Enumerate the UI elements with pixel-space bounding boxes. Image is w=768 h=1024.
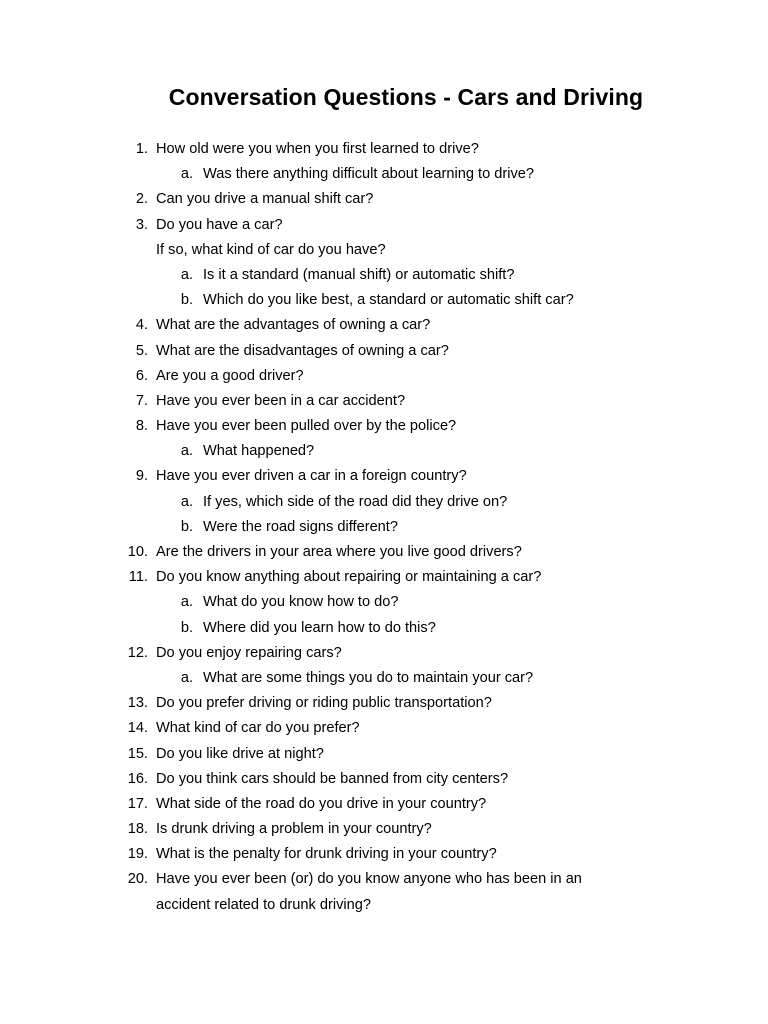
list-marker: 18.: [127, 821, 148, 838]
sub-question-item: [0, 263, 768, 288]
question-item: [0, 565, 768, 590]
question-text: Do you like drive at night?: [156, 745, 324, 762]
question-text: Do you have a car?: [156, 216, 283, 233]
question-continuation: [0, 238, 768, 263]
question-text: accident related to drunk driving?: [156, 896, 371, 913]
question-text: Have you ever driven a car in a foreign country?: [156, 468, 467, 485]
question-item: [0, 187, 768, 212]
question-text: If so, what kind of car do you have?: [156, 241, 386, 258]
sub-question-item: [0, 288, 768, 313]
list-marker: a.: [180, 266, 193, 283]
question-item: [0, 389, 768, 414]
question-text: Are the drivers in your area where you live good drivers?: [156, 544, 522, 560]
question-item: [0, 867, 768, 892]
question-item: [0, 414, 768, 439]
question-text: What do you know how to do?: [203, 594, 399, 611]
question-text: Are you a good driver?: [156, 367, 304, 384]
list-marker: 15.: [127, 745, 148, 762]
list-marker: b.: [180, 518, 193, 535]
list-marker: b.: [180, 292, 193, 309]
question-item: [0, 792, 768, 817]
list-marker: a.: [180, 594, 193, 611]
list-marker: 8.: [135, 418, 148, 435]
list-marker: 17.: [127, 795, 148, 812]
sub-question-item: [0, 590, 768, 615]
list-marker: 1.: [135, 141, 148, 157]
question-text: Is drunk driving a problem in your country?: [156, 821, 432, 838]
question-text: How old were you when you first learned to drive?: [156, 141, 479, 157]
question-item: [0, 540, 768, 565]
list-marker: a.: [180, 669, 193, 686]
question-text: Have you ever been pulled over by the police?: [156, 418, 457, 435]
sub-question-item: [0, 515, 768, 540]
question-text: What are the advantages of owning a car?: [156, 317, 431, 334]
question-item: [0, 742, 768, 767]
question-text: If yes, which side of the road did they drive on?: [203, 493, 508, 510]
question-text: What side of the road do you drive in your country?: [156, 795, 487, 812]
question-text: What are the disadvantages of owning a car?: [156, 342, 449, 359]
sub-question-item: [0, 616, 768, 641]
list-marker: a.: [180, 443, 193, 460]
question-text: Have you ever been in a car accident?: [156, 392, 406, 409]
list-marker: 9.: [135, 468, 148, 485]
question-item: [0, 339, 768, 364]
sub-question-item: [0, 162, 768, 187]
list-marker: 3.: [135, 216, 148, 233]
list-marker: 6.: [135, 367, 148, 384]
list-marker: 2.: [135, 191, 148, 208]
list-marker: 16.: [127, 770, 148, 787]
list-marker: 20.: [127, 871, 148, 888]
question-text: What are some things you do to maintain your car?: [203, 669, 534, 686]
list-marker: 7.: [135, 392, 148, 409]
question-item: [0, 842, 768, 867]
question-text: Was there anything difficult about learning to drive?: [203, 166, 534, 183]
question-item: [0, 817, 768, 842]
list-marker: 19.: [127, 846, 148, 863]
list-marker: 5.: [135, 342, 148, 359]
list-marker: 14.: [127, 720, 148, 737]
question-item: [0, 213, 768, 238]
list-marker: 13.: [127, 695, 148, 712]
list-marker: 12.: [127, 644, 148, 661]
question-text: Do you know anything about repairing or maintaining a car?: [156, 569, 542, 586]
sub-question-item: [0, 439, 768, 464]
question-text: Do you think cars should be banned from city centers?: [156, 770, 509, 787]
sub-question-item: [0, 666, 768, 691]
list-marker: 11.: [128, 569, 148, 586]
question-item: [0, 691, 768, 716]
question-text: What kind of car do you prefer?: [156, 720, 360, 737]
question-list: [0, 137, 768, 918]
question-text: What happened?: [203, 443, 315, 460]
question-text: Do you enjoy repairing cars?: [156, 644, 342, 661]
question-item: [0, 313, 768, 338]
question-continuation: [0, 893, 768, 918]
list-marker: a.: [180, 493, 193, 510]
question-text: Were the road signs different?: [203, 518, 398, 535]
question-text: Can you drive a manual shift car?: [156, 191, 374, 208]
question-item: [0, 767, 768, 792]
list-marker: 10.: [127, 544, 148, 560]
question-text: Where did you learn how to do this?: [203, 619, 436, 636]
sub-question-item: [0, 490, 768, 515]
list-marker: a.: [180, 166, 193, 183]
question-text: What is the penalty for drunk driving in your country?: [156, 846, 497, 863]
question-text: Have you ever been (or) do you know anyone who has been in an: [156, 871, 582, 888]
question-item: [0, 716, 768, 741]
question-item: [0, 364, 768, 389]
question-text: Which do you like best, a standard or automatic shift car?: [203, 292, 574, 309]
question-item: [0, 641, 768, 666]
page-title: Conversation Questions - Cars and Driving: [168, 84, 644, 110]
question-text: Is it a standard (manual shift) or automatic shift?: [203, 266, 515, 283]
question-text: Do you prefer driving or riding public transportation?: [156, 695, 492, 712]
question-item: [0, 464, 768, 489]
list-marker: b.: [180, 619, 193, 636]
list-marker: 4.: [135, 317, 148, 334]
question-item: [0, 137, 768, 162]
